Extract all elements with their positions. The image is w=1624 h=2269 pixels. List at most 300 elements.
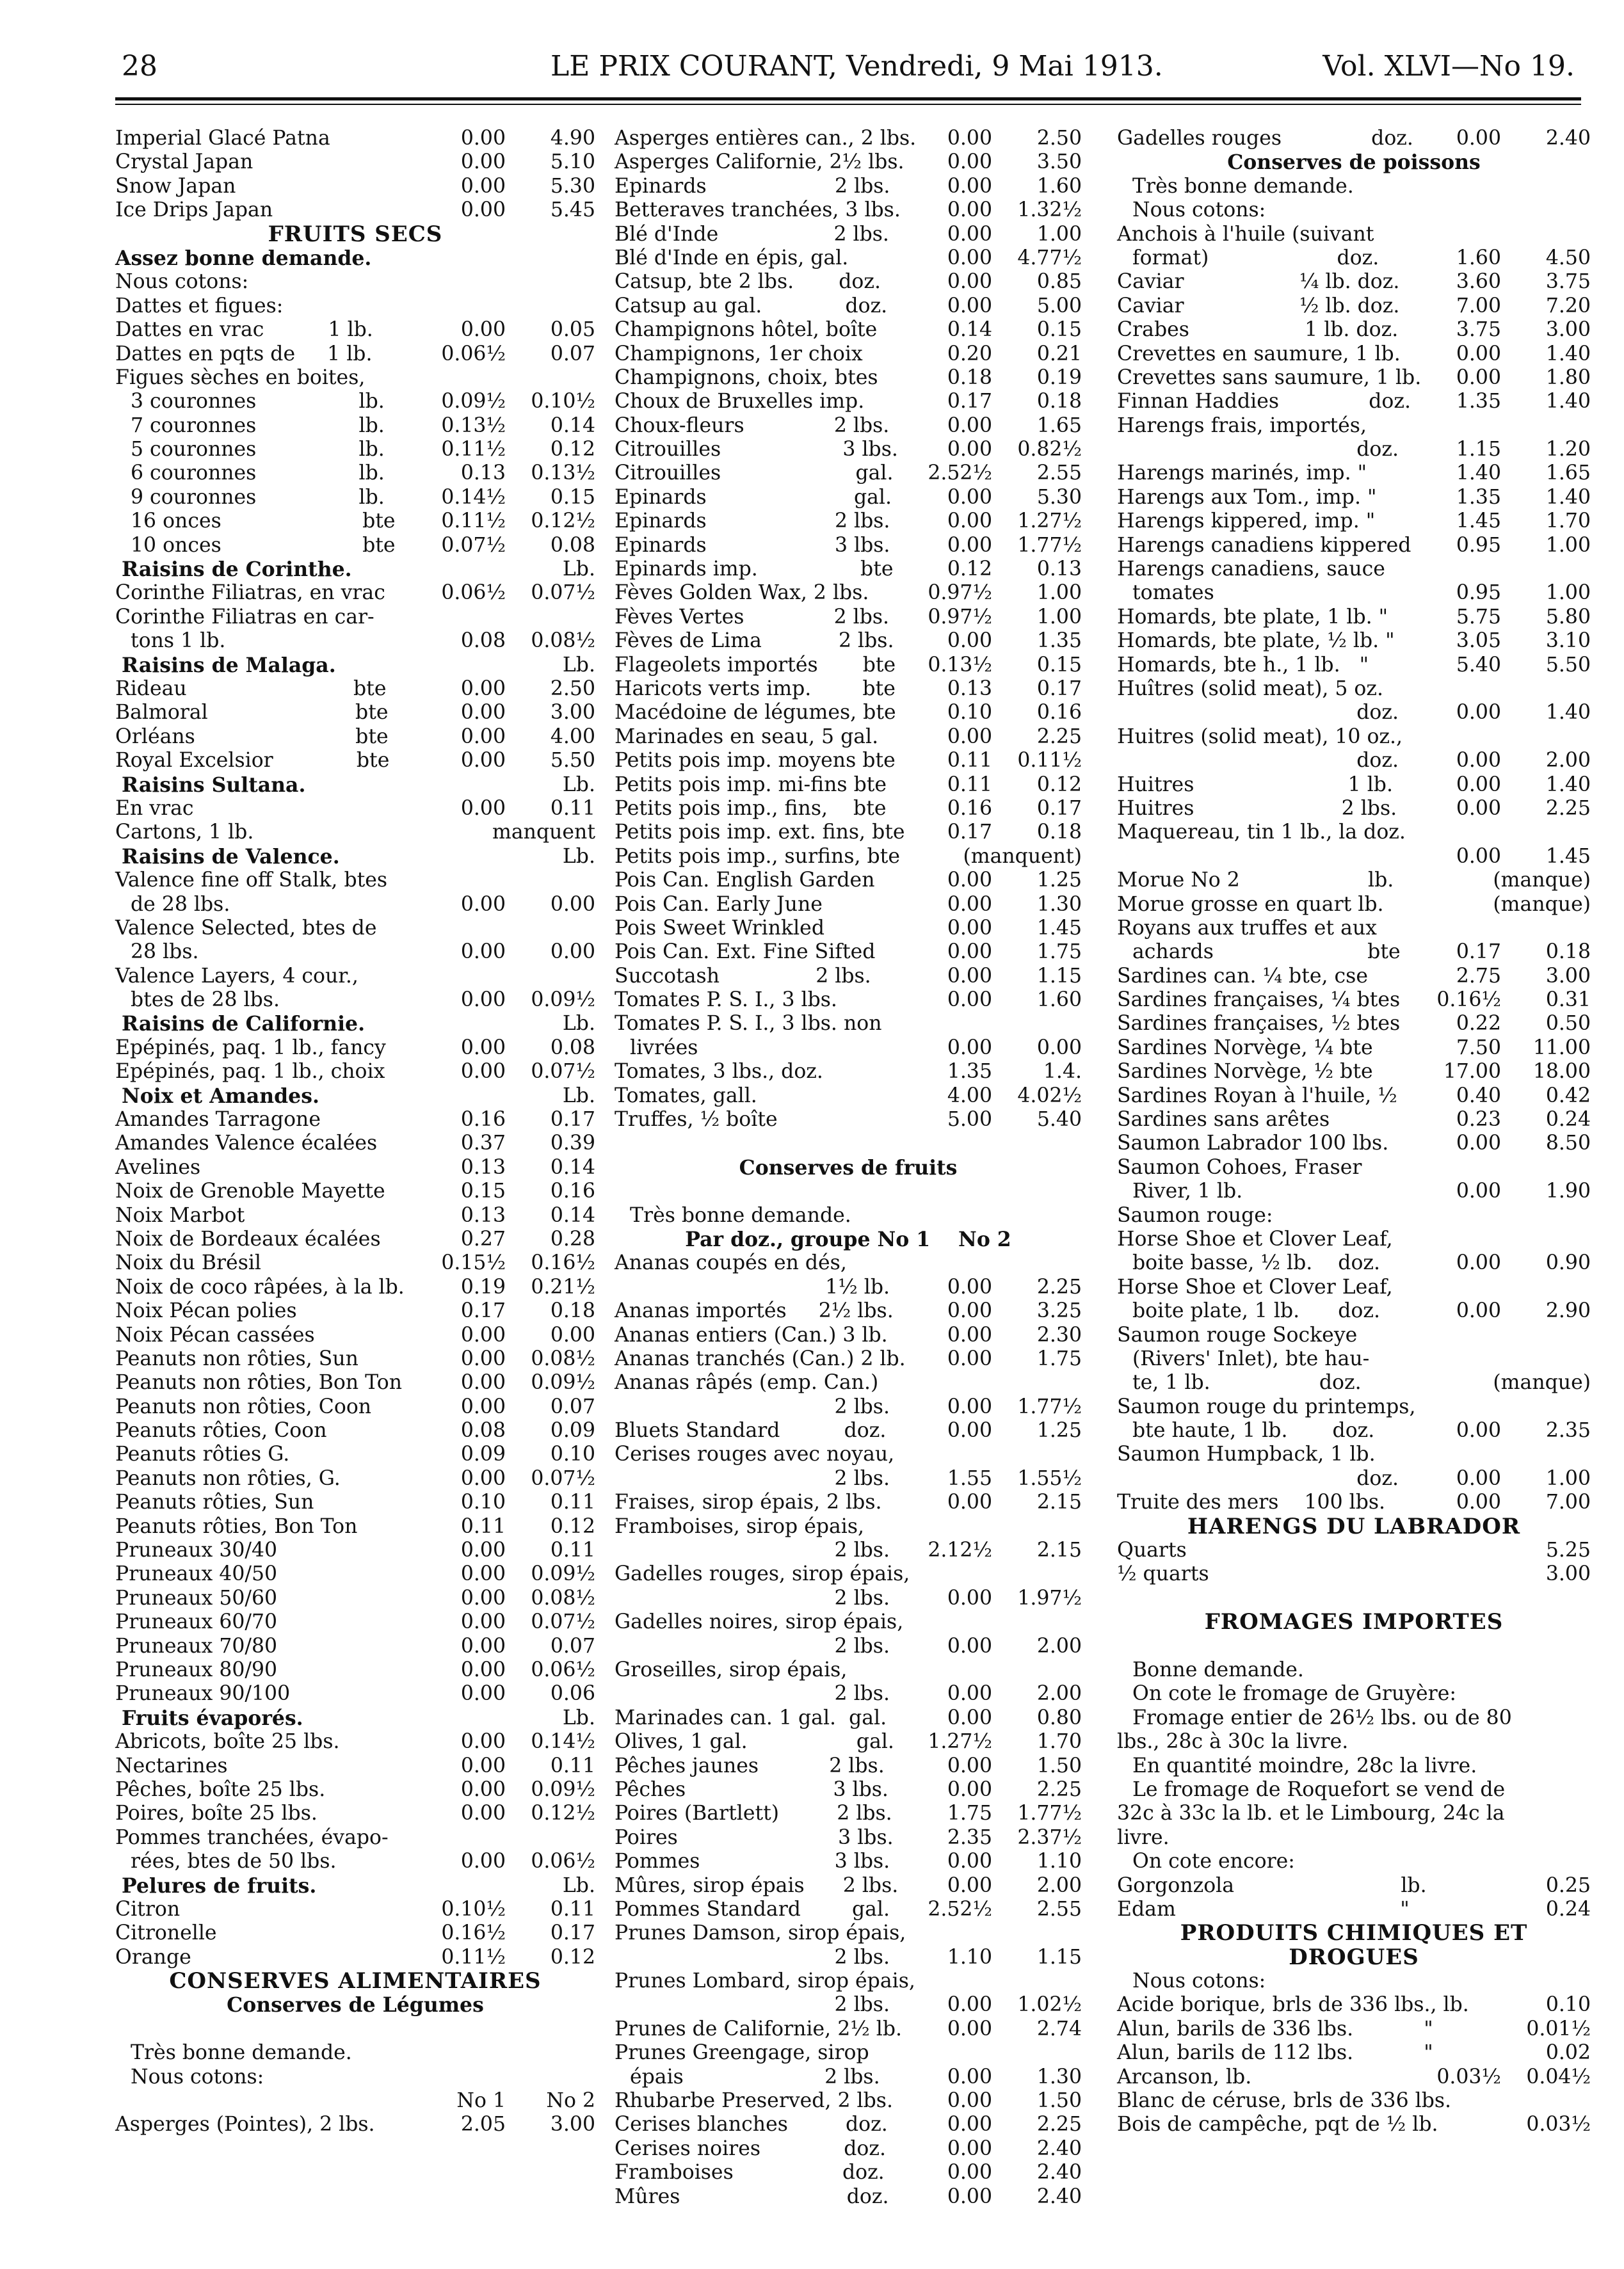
price-line <box>615 821 1082 844</box>
item-label: Morue No 2 lb. <box>1117 869 1394 892</box>
item-label: Fèves Vertes 2 lbs. <box>615 605 890 629</box>
item-label: Petits pois imp., surfins, bte <box>615 844 900 868</box>
price-line <box>615 1371 1082 1395</box>
price-high: 1.20 <box>1545 438 1591 461</box>
item-label: Pruneaux 30/40 <box>115 1539 278 1562</box>
item-label: Abricots, boîte 25 lbs. <box>115 1730 340 1754</box>
price-low: 0.00 <box>1456 365 1501 389</box>
price-low: 2.75 <box>1456 964 1501 988</box>
price-line <box>1117 1132 1591 1155</box>
item-label: Harengs kippered, imp. " <box>1117 509 1376 533</box>
item-label: doz. <box>1356 701 1399 725</box>
price-high: 11.00 <box>1532 1036 1591 1059</box>
price-high: 1.25 <box>1036 869 1082 892</box>
price-line <box>1117 749 1591 773</box>
item-label: Champignons hôtel, boîte <box>615 318 878 342</box>
price-line <box>1117 2017 1591 2041</box>
price-line <box>615 1874 1082 1898</box>
price-line <box>615 1036 1082 1060</box>
item-label: Amandes Tarragone <box>115 1108 321 1132</box>
item-label: 28 lbs. <box>131 940 199 964</box>
item-label: Noix Pécan polies <box>115 1299 297 1323</box>
item-label: Sardines françaises, ½ btes <box>1117 1012 1401 1036</box>
price-line <box>115 1276 595 1299</box>
price-high: 5.40 <box>1036 1108 1082 1132</box>
price-line <box>615 677 1082 701</box>
price-line <box>615 845 1082 869</box>
item-label: livrées <box>630 1036 698 1059</box>
item-label: Orange <box>115 1945 191 1969</box>
price-line <box>1117 246 1591 270</box>
subsection-heading: Par doz., groupe No 1 No 2 <box>685 1227 1011 1251</box>
price-high: 2.40 <box>1036 2185 1082 2208</box>
item-label: Mûres, sirop épais 2 lbs. <box>615 1873 899 1897</box>
price-line <box>1117 1251 1591 1275</box>
price-line <box>1117 821 1591 844</box>
price-line <box>115 1993 595 2017</box>
item-label: Crystal Japan <box>115 150 253 174</box>
price-line <box>1117 653 1591 677</box>
price-line <box>615 773 1082 797</box>
item-label: Macédoine de légumes, bte <box>615 701 896 725</box>
price-high: 0.82½ <box>1017 438 1082 461</box>
item-label: Champignons, choix, btes <box>615 365 878 389</box>
item-label: Le fromage de Roquefort se vend de <box>1132 1777 1506 1801</box>
price-low: 0.00 <box>460 1466 506 1490</box>
item-label: Nous cotons: <box>115 270 249 294</box>
price-low: 0.00 <box>947 1275 992 1299</box>
price-line <box>615 1060 1082 1084</box>
item-label: Pruneaux 40/50 <box>115 1562 278 1586</box>
price-low: 0.00 <box>947 1682 992 1706</box>
price-high: 1.00 <box>1036 605 1082 629</box>
price-low: 0.00 <box>947 1850 992 1873</box>
item-label: Epinards 3 lbs. <box>615 533 890 557</box>
price-low: 0.00 <box>1456 342 1501 365</box>
item-label: 2 lbs. <box>834 1466 890 1490</box>
price-low: 0.11 <box>947 773 992 796</box>
item-label: Gadelles rouges, sirop épais, <box>615 1562 910 1586</box>
item-label: Caviar ½ lb. doz. <box>1117 294 1400 317</box>
price-line <box>1117 1060 1591 1084</box>
price-line <box>615 486 1082 509</box>
price-low: 0.00 <box>947 1036 992 1059</box>
price-line <box>115 461 595 485</box>
price-high: 1.60 <box>1036 988 1082 1012</box>
item-label: de 28 lbs. <box>131 892 230 916</box>
price-low: 0.00 <box>1456 749 1501 773</box>
item-label: Crabes 1 lb. doz. <box>1117 318 1399 342</box>
section-heading: CONSERVES ALIMENTAIRES <box>169 1968 542 1994</box>
price-line <box>615 557 1082 581</box>
price-low: 0.00 <box>1456 773 1501 796</box>
price-high: 2.37½ <box>1017 1825 1082 1849</box>
price-high: 1.30 <box>1036 892 1082 916</box>
price-line <box>1117 414 1591 438</box>
price-high: 5.30 <box>550 174 595 198</box>
price-low: 2.35 <box>947 1825 992 1849</box>
price-high: Lb. <box>562 1873 595 1897</box>
price-low: 0.15 <box>460 1180 506 1203</box>
item-label: Pruneaux 70/80 <box>115 1634 278 1658</box>
price-low: 0.13 <box>947 677 992 700</box>
price-line <box>615 270 1082 294</box>
price-line <box>615 1610 1082 1634</box>
price-low: 0.00 <box>947 2161 992 2185</box>
price-high: 0.15 <box>1036 653 1082 677</box>
price-line <box>115 486 595 509</box>
section-heading: FROMAGES IMPORTES <box>1204 1609 1504 1635</box>
price-high: 1.75 <box>1036 1347 1082 1370</box>
item-label: Huitres 1 lb. <box>1117 773 1393 796</box>
item-label: Royal Excelsior bte <box>115 749 390 773</box>
item-label: Crevettes sans saumure, 1 lb. <box>1117 365 1422 389</box>
price-low: 0.27 <box>460 1227 506 1251</box>
price-high: 0.08½ <box>531 1347 595 1370</box>
price-high: Lb. <box>562 1084 595 1107</box>
item-label: Imperial Glacé Patna <box>115 127 330 150</box>
price-low: 0.00 <box>947 485 992 509</box>
price-high: 0.08½ <box>531 629 595 653</box>
item-label: livre. <box>1117 1825 1170 1849</box>
item-label: Prunes Damson, sirop épais, <box>615 1921 906 1945</box>
price-line <box>1117 1204 1591 1228</box>
item-label: Pruneaux 90/100 <box>115 1682 291 1706</box>
item-label: Pommes Standard gal. <box>615 1897 890 1921</box>
price-high: 1.15 <box>1036 964 1082 988</box>
price-low: 0.03½ <box>1436 2065 1501 2089</box>
price-line <box>1117 366 1591 390</box>
price-low: 0.00 <box>460 198 506 222</box>
price-low: 0.00 <box>947 294 992 317</box>
price-line <box>1117 1921 1591 1945</box>
price-low: 0.00 <box>1456 701 1501 725</box>
price-high: 1.30 <box>1036 2065 1082 2089</box>
price-line <box>1117 390 1591 413</box>
price-line <box>615 1395 1082 1419</box>
item-label: Truite des mers 100 lbs. <box>1117 1491 1386 1514</box>
item-label: Champignons, 1er choix <box>615 342 863 365</box>
price-low: 0.15½ <box>441 1251 506 1275</box>
price-line <box>1117 605 1591 629</box>
item-label: Noix Pécan cassées <box>115 1323 315 1347</box>
price-high: 5.25 <box>1545 1539 1591 1562</box>
price-low: 0.00 <box>947 246 992 269</box>
price-line <box>115 1108 595 1132</box>
price-low: 5.00 <box>947 1108 992 1132</box>
price-high: 2.00 <box>1036 1634 1082 1658</box>
item-label: Citrouilles gal. <box>615 461 894 485</box>
price-low: 0.06½ <box>441 581 506 605</box>
price-line <box>115 1921 595 1945</box>
price-high: 3.75 <box>1545 270 1591 294</box>
price-line <box>115 557 595 581</box>
price-high: Lb. <box>562 653 595 677</box>
item-label: Rideau bte <box>115 677 387 700</box>
item-label: Citronelle <box>115 1921 217 1945</box>
price-high: 2.40 <box>1036 2161 1082 2185</box>
price-low: 0.00 <box>460 892 506 916</box>
price-low: 0.17 <box>1456 940 1501 964</box>
item-label: Sardines can. ¼ bte, cse <box>1117 964 1368 988</box>
price-high: 1.00 <box>1545 1466 1591 1490</box>
price-high: 1.77½ <box>1017 1802 1082 1825</box>
price-high: 1.97½ <box>1017 1586 1082 1610</box>
price-line <box>615 246 1082 270</box>
volume-number: Vol. XLVI—No 19. <box>1323 50 1575 83</box>
price-low: 0.00 <box>947 127 992 150</box>
item-label: Poires, boîte 25 lbs. <box>115 1802 318 1825</box>
price-low: 0.00 <box>947 198 992 222</box>
price-high: 0.13 <box>1036 557 1082 581</box>
price-line <box>615 1658 1082 1682</box>
price-line <box>615 2041 1082 2065</box>
publication-title: LE PRIX COURANT, Vendredi, 9 Mai 1913. <box>551 50 1163 83</box>
price-high: 0.10 <box>1545 1993 1591 2017</box>
price-high: 2.55 <box>1036 1897 1082 1921</box>
item-label: Haricots verts imp. bte <box>615 677 896 700</box>
item-label: Fèves de Lima 2 lbs. <box>615 629 894 653</box>
price-line <box>615 1754 1082 1778</box>
price-line <box>615 318 1082 342</box>
price-low: 0.00 <box>460 1658 506 1681</box>
price-line <box>115 773 595 797</box>
price-high: 0.07½ <box>531 1466 595 1490</box>
item-label: Pruneaux 60/70 <box>115 1610 278 1634</box>
item-label: Corinthe Filiatras, en vrac <box>115 581 385 605</box>
price-high: 0.14 <box>550 413 595 437</box>
price-column-1 <box>115 127 595 2137</box>
price-line <box>615 749 1082 773</box>
item-label: 1½ lb. <box>825 1275 890 1299</box>
price-low: 0.00 <box>460 318 506 342</box>
price-low: 0.00 <box>947 940 992 964</box>
item-label: Pruneaux 50/60 <box>115 1586 278 1610</box>
item-label: Succotash 2 lbs. <box>615 964 871 988</box>
price-low: 0.00 <box>460 1586 506 1610</box>
price-low: 0.00 <box>460 988 506 1012</box>
price-high: 1.65 <box>1545 461 1591 485</box>
page-header <box>122 50 1575 95</box>
price-low: 0.11½ <box>441 438 506 461</box>
item-label: (Rivers' Inlet), bte hau- <box>1132 1347 1370 1370</box>
price-high: 0.10½ <box>531 390 595 413</box>
price-low: 2.12½ <box>928 1539 992 1562</box>
price-low: 0.00 <box>947 1395 992 1418</box>
price-line <box>615 605 1082 629</box>
price-line <box>115 1084 595 1108</box>
price-line <box>1117 1156 1591 1180</box>
price-high: 0.11 <box>550 1754 595 1777</box>
price-low: 0.11 <box>460 1514 506 1538</box>
price-low: 0.00 <box>947 150 992 174</box>
price-low: 0.00 <box>1456 1132 1501 1155</box>
price-high: 0.24 <box>1545 1108 1591 1132</box>
price-low: 0.00 <box>460 1539 506 1562</box>
price-line <box>115 581 595 605</box>
price-low: 0.00 <box>947 1754 992 1777</box>
price-line <box>615 1802 1082 1825</box>
price-low: 1.55 <box>947 1466 992 1490</box>
price-line <box>615 965 1082 988</box>
price-line <box>115 1730 595 1754</box>
price-line <box>615 1156 1082 1180</box>
price-line <box>615 1084 1082 1108</box>
price-high: 0.17 <box>550 1108 595 1132</box>
item-label: Harengs frais, importés, <box>1117 413 1367 437</box>
price-line <box>1117 2065 1591 2089</box>
price-low: 0.00 <box>947 2113 992 2137</box>
price-line <box>615 893 1082 917</box>
subsection-heading: Conserves de fruits <box>739 1155 958 1180</box>
price-low: 2.52½ <box>928 461 992 485</box>
price-line <box>615 438 1082 461</box>
category-heading: Raisins Sultana. <box>122 773 306 797</box>
price-low: 0.00 <box>947 509 992 533</box>
price-high: 0.09½ <box>531 1371 595 1395</box>
item-label: Peanuts rôties, Coon <box>115 1419 327 1443</box>
price-line <box>615 1969 1082 1993</box>
price-high: 0.15 <box>550 485 595 509</box>
price-line <box>1117 773 1591 797</box>
item-label: Assez bonne demande. <box>115 246 372 270</box>
price-high: (manque) <box>1493 892 1591 916</box>
price-high: 0.17 <box>1036 796 1082 820</box>
price-high: 0.13½ <box>531 461 595 485</box>
item-label: bte haute, 1 lb. doz. <box>1132 1419 1375 1443</box>
price-line <box>1117 1299 1591 1323</box>
price-line <box>615 2065 1082 2089</box>
price-high: 2.25 <box>1036 1777 1082 1801</box>
item-label: Fromage entier de 26½ lbs. ou de 80 <box>1132 1706 1512 1729</box>
price-line <box>115 1802 595 1825</box>
item-label: Flageolets importés bte <box>615 653 896 677</box>
item-label: Homards, bte plate, 1 lb. " <box>1117 605 1388 629</box>
price-line <box>115 917 595 940</box>
price-high: 2.25 <box>1036 1275 1082 1299</box>
price-high: 4.77½ <box>1017 246 1082 269</box>
price-high: 2.00 <box>1036 1873 1082 1897</box>
item-label: Amandes Valence écalées <box>115 1132 378 1155</box>
price-line <box>115 175 595 198</box>
price-high: 2.00 <box>1545 749 1591 773</box>
price-high: 1.00 <box>1545 581 1591 605</box>
price-low: 0.00 <box>947 892 992 916</box>
item-label: Bluets Standard doz. <box>615 1419 887 1443</box>
item-label: Harengs canadiens kippered <box>1117 533 1411 557</box>
item-label: Framboises, sirop épais, <box>615 1514 865 1538</box>
price-high: 2.50 <box>1036 127 1082 150</box>
price-low: 0.13½ <box>928 653 992 677</box>
item-label: Bonne demande. <box>1132 1658 1304 1681</box>
item-label: Cerises rouges avec noyau, <box>615 1443 895 1466</box>
price-line <box>1117 1108 1591 1132</box>
item-label: Peanuts rôties G. <box>115 1443 290 1466</box>
price-high: 0.19 <box>1036 365 1082 389</box>
price-line <box>115 390 595 413</box>
price-high: 1.10 <box>1036 1850 1082 1873</box>
price-line <box>115 318 595 342</box>
price-line <box>115 1969 595 1993</box>
price-line <box>615 127 1082 150</box>
item-label: Homards, bte h., 1 lb. " <box>1117 653 1369 677</box>
price-line <box>1117 1562 1591 1586</box>
price-high: 3.10 <box>1545 629 1591 653</box>
item-label: Olives, 1 gal. gal. <box>615 1730 894 1754</box>
price-high: 1.00 <box>1036 222 1082 246</box>
price-low: 0.00 <box>947 1419 992 1443</box>
price-high: 0.06 <box>550 1682 595 1706</box>
price-low: 0.00 <box>947 2065 992 2089</box>
price-line <box>115 366 595 390</box>
price-line <box>115 725 595 749</box>
price-line <box>115 1850 595 1873</box>
category-heading: Raisins de Malaga. <box>122 653 336 677</box>
price-high: 3.00 <box>1545 964 1591 988</box>
price-line <box>615 1180 1082 1203</box>
price-line <box>115 2113 595 2137</box>
price-high: 5.45 <box>550 198 595 222</box>
item-label: tomates <box>1132 581 1214 605</box>
price-high: 1.35 <box>1036 629 1082 653</box>
item-label: Peanuts rôties, Sun <box>115 1491 314 1514</box>
price-high: 18.00 <box>1532 1060 1591 1084</box>
item-label: Gadelles noires, sirop épais, <box>615 1610 904 1634</box>
price-high: 1.40 <box>1545 701 1591 725</box>
price-high: 2.50 <box>550 677 595 700</box>
price-low: 0.00 <box>947 2089 992 2113</box>
item-label: Citrouilles 3 lbs. <box>615 438 898 461</box>
price-low: 0.00 <box>947 2185 992 2208</box>
price-low: 0.10 <box>947 701 992 725</box>
item-label: Horse Shoe et Clover Leaf, <box>1117 1227 1393 1251</box>
price-low: 0.00 <box>1456 1491 1501 1514</box>
price-line <box>1117 1993 1591 2017</box>
price-high: 1.27½ <box>1017 509 1082 533</box>
item-label: Corinthe Filiatras en car- <box>115 605 374 629</box>
item-label: Finnan Haddies doz. <box>1117 390 1411 413</box>
item-label: Crevettes en saumure, 1 lb. <box>1117 342 1401 365</box>
price-high: 0.00 <box>550 1323 595 1347</box>
price-line <box>1117 175 1591 198</box>
item-label: Catsup, bte 2 lbs. doz. <box>615 270 881 294</box>
item-label: Ananas importés 2½ lbs. <box>615 1299 894 1323</box>
price-line <box>1117 342 1591 366</box>
price-high: 0.18 <box>1036 390 1082 413</box>
price-low: 0.00 <box>460 749 506 773</box>
item-label: Pêches 3 lbs. <box>615 1777 888 1801</box>
price-low: 0.11 <box>947 749 992 773</box>
item-label: Pois Sweet Wrinkled <box>615 916 824 940</box>
price-high: 4.02½ <box>1017 1084 1082 1107</box>
item-label: Pommes 3 lbs. <box>615 1850 890 1873</box>
price-high: 1.40 <box>1545 390 1591 413</box>
price-line <box>1117 2089 1591 2113</box>
price-low: 0.06½ <box>441 342 506 365</box>
price-high: 0.07 <box>550 342 595 365</box>
price-low: 0.00 <box>460 174 506 198</box>
item-label: Harengs marinés, imp. " <box>1117 461 1367 485</box>
price-line <box>115 1180 595 1203</box>
item-label: Alun, barils de 112 lbs. " <box>1117 2041 1433 2065</box>
price-line <box>115 198 595 222</box>
price-high: 0.28 <box>550 1227 595 1251</box>
item-label: Pêches jaunes 2 lbs. <box>615 1754 885 1777</box>
price-line <box>615 390 1082 413</box>
price-line <box>1117 438 1591 461</box>
price-high: 1.90 <box>1545 1180 1591 1203</box>
price-high: 0.14½ <box>531 1730 595 1754</box>
